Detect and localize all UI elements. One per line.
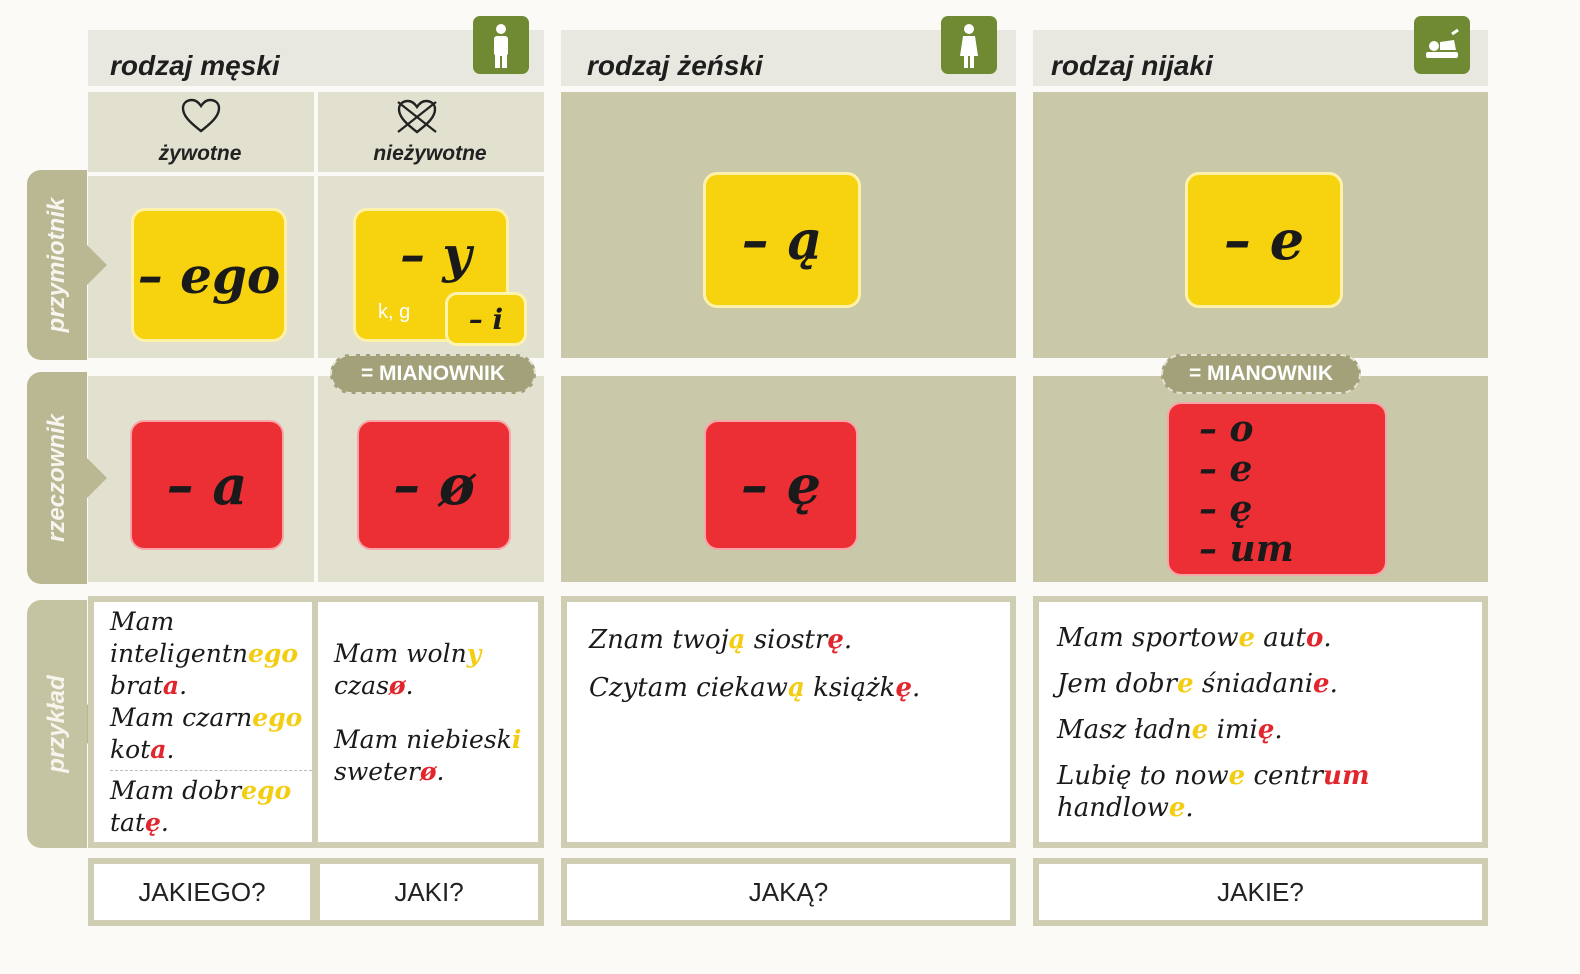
example-masc-inanimate <box>318 602 538 842</box>
example-segment-stem: aut <box>1263 623 1306 653</box>
noun-ending-masc-animate: – a <box>130 420 284 550</box>
row-label-adjective-text: przymiotnik <box>43 197 70 333</box>
row-label-adjective <box>27 170 87 360</box>
example-segment-stem: książk <box>813 673 896 703</box>
example-segment-adj-ending: ą <box>728 625 746 655</box>
adj-ending-neut: – e <box>1185 172 1343 308</box>
noun-ending-neut-1: – o <box>1199 408 1254 450</box>
noun-ending-masc-inanimate: – ø <box>357 420 511 550</box>
noun-ending-neut-2: – e <box>1199 448 1253 490</box>
example-segment-stem: imi <box>1216 715 1258 745</box>
noun-ending-neut-3: – ę <box>1199 488 1253 530</box>
example-line <box>1057 668 1482 700</box>
example-segment-text: . <box>1185 793 1194 823</box>
subheader-inanimate-label: nieżywotne <box>373 142 487 165</box>
example-segment-adj-ending: e <box>1177 669 1194 699</box>
example-segment-noun-ending: ø <box>388 671 406 700</box>
question-masc-inanimate: JAKI? <box>320 864 538 920</box>
example-segment-stem: handlow <box>1057 793 1169 823</box>
example-segment-text: Czytam <box>589 673 697 703</box>
example-segment-text <box>746 625 754 655</box>
example-segment-stem: sweter <box>334 757 420 786</box>
example-segment-text: Mam <box>334 725 407 754</box>
example-segment-adj-ending: e <box>1191 715 1209 745</box>
example-segment-text: Mam <box>1057 623 1133 653</box>
example-segment-text: . <box>436 757 445 786</box>
heart-icon <box>180 98 222 134</box>
example-segment-text: Znam <box>589 625 673 655</box>
example-segment-noun-ending: ę <box>145 808 161 837</box>
example-segment-noun-ending: ę <box>895 673 912 703</box>
example-line <box>1057 622 1482 654</box>
example-fem <box>567 602 1010 842</box>
example-segment-text <box>805 673 813 703</box>
row-label-example-text: przykład <box>43 675 70 773</box>
mianownik-pill-neut: = MIANOWNIK <box>1161 354 1361 394</box>
example-segment-text: . <box>843 625 853 655</box>
noun-ending-fem: – ę <box>704 420 858 550</box>
example-masc-animate <box>94 602 312 842</box>
example-segment-stem: ciekaw <box>696 673 788 703</box>
row-label-example <box>27 600 87 848</box>
example-segment-adj-ending: e <box>1168 793 1186 823</box>
example-line <box>1057 760 1397 824</box>
example-segment-noun-ending: a <box>150 735 167 764</box>
example-segment-text: . <box>166 735 175 764</box>
example-segment-stem: czarn <box>182 703 253 732</box>
adj-kg-note: k, g <box>378 301 411 323</box>
question-neut: JAKIE? <box>1039 864 1482 920</box>
example-line <box>1057 714 1482 746</box>
example-segment-text: . <box>160 808 169 837</box>
example-segment-text: . <box>1329 669 1338 699</box>
example-segment-adj-ending: ą <box>787 673 805 703</box>
example-segment-text <box>1194 669 1202 699</box>
example-segment-adj-ending: ego <box>241 776 292 805</box>
example-line <box>589 672 1010 704</box>
example-segment-stem: woln <box>406 639 467 668</box>
man-icon <box>473 16 529 74</box>
example-segment-noun-ending: ę <box>827 625 844 655</box>
question-masc-animate: JAKIEGO? <box>94 864 310 920</box>
example-neut <box>1039 602 1482 842</box>
example-segment-stem: niebiesk <box>406 725 512 754</box>
example-segment-noun-ending: ø <box>419 757 437 786</box>
noun-ending-neut-4: – um <box>1199 528 1294 570</box>
example-segment-adj-ending: e <box>1238 623 1256 653</box>
adj-ending-masc-animate: – ego <box>131 208 287 342</box>
noun-ending-neut <box>1167 402 1387 576</box>
example-segment-stem: centr <box>1253 761 1324 791</box>
example-segment-adj-ending: y <box>466 639 482 668</box>
example-segment-text: . <box>911 673 921 703</box>
example-segment-adj-ending: ego <box>247 639 299 668</box>
crossed-heart-icon <box>394 98 440 136</box>
example-segment-stem: siostr <box>753 625 828 655</box>
example-line <box>110 606 312 702</box>
example-segment-stem: brat <box>110 671 163 700</box>
woman-icon <box>941 16 997 74</box>
example-segment-stem: tat <box>110 808 145 837</box>
adj-ending-masc-inanimate-text: – y <box>400 225 472 284</box>
row-label-noun <box>27 372 87 584</box>
adj-ending-fem: – ą <box>703 172 861 308</box>
example-segment-text: Jem <box>1057 669 1116 699</box>
example-segment-text: . <box>1274 715 1283 745</box>
example-segment-text <box>1208 715 1216 745</box>
example-segment-adj-ending: e <box>1228 761 1246 791</box>
header-neut-title: rodzaj nijaki <box>1051 50 1213 81</box>
header-fem-title: rodzaj żeński <box>587 50 763 81</box>
example-segment-noun-ending: e <box>1313 669 1330 699</box>
example-segment-stem: dobr <box>1115 669 1178 699</box>
example-segment-stem: twoj <box>672 625 729 655</box>
example-segment-adj-ending: ego <box>252 703 303 732</box>
example-segment-text: . <box>179 671 188 700</box>
example-line <box>110 702 312 771</box>
row-label-noun-text: rzeczownik <box>43 413 70 543</box>
example-segment-text: . <box>1323 623 1332 653</box>
adj-ending-masc-inanimate-kg: – i <box>445 292 527 346</box>
example-line <box>334 724 538 788</box>
example-segment-stem: czas <box>334 671 389 700</box>
example-segment-stem: ładn <box>1134 715 1192 745</box>
example-segment-adj-ending: i <box>511 725 522 754</box>
example-segment-text: Masz <box>1057 715 1135 745</box>
example-segment-noun-ending: ę <box>1257 715 1275 745</box>
example-segment-text: Mam <box>110 776 183 805</box>
example-segment-stem: now <box>1174 761 1229 791</box>
example-segment-noun-ending: a <box>162 671 180 700</box>
example-segment-text: Mam <box>110 703 183 732</box>
example-segment-stem: sportow <box>1132 623 1239 653</box>
example-segment-text: Mam <box>334 639 407 668</box>
example-segment-text: Mam <box>110 607 175 636</box>
example-segment-stem: inteligentn <box>110 639 248 668</box>
header-masc-title: rodzaj męski <box>110 50 280 81</box>
example-segment-stem: śniadani <box>1201 669 1314 699</box>
example-segment-text: Lubię to <box>1057 761 1174 791</box>
example-segment-stem: dobr <box>182 776 242 805</box>
subheader-animate-label: żywotne <box>158 142 242 165</box>
example-segment-noun-ending: um <box>1323 761 1370 791</box>
example-line <box>589 624 1010 656</box>
example-segment-stem: kot <box>110 735 151 764</box>
question-fem: JAKĄ? <box>567 864 1010 920</box>
mianownik-pill-masc: = MIANOWNIK <box>330 354 536 394</box>
baby-icon <box>1414 16 1470 74</box>
example-line <box>334 638 538 702</box>
example-line <box>110 775 312 839</box>
example-segment-text: . <box>405 671 414 700</box>
example-segment-noun-ending: o <box>1306 623 1324 653</box>
